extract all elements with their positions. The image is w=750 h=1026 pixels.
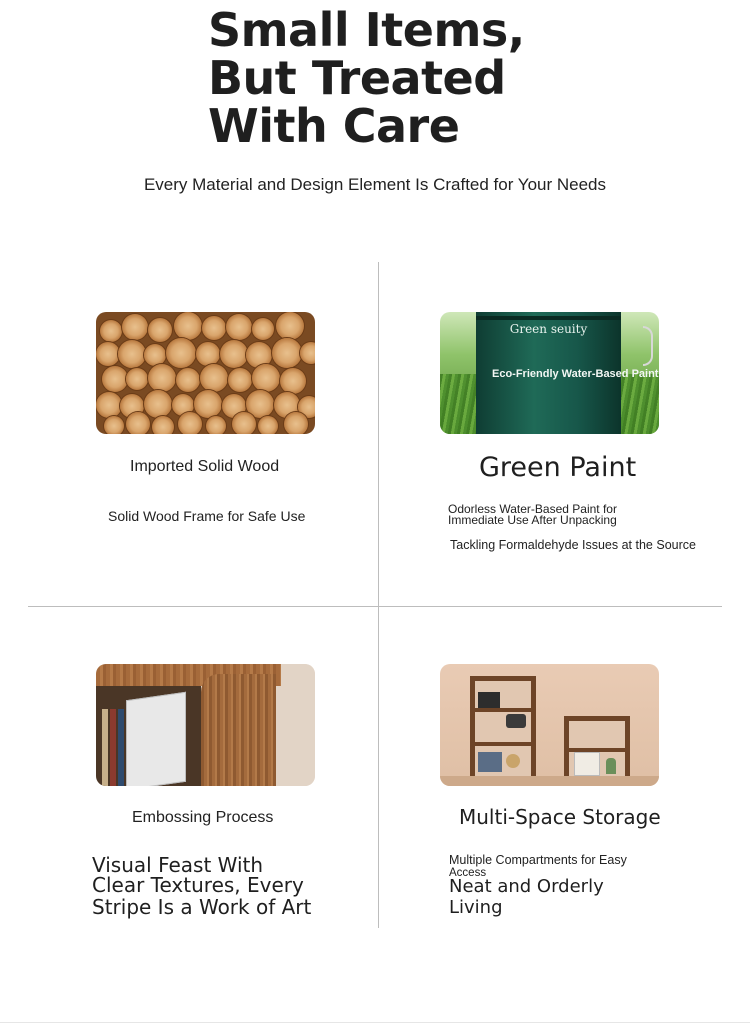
log-end bbox=[144, 390, 172, 418]
globe bbox=[506, 754, 520, 768]
storage-box bbox=[478, 752, 502, 772]
log-end bbox=[144, 344, 166, 366]
headline-line-2: But Treated bbox=[208, 51, 506, 105]
subtitle: Every Material and Design Element Is Crafted for Your Needs bbox=[143, 175, 607, 194]
log-end bbox=[152, 416, 174, 434]
log-end bbox=[104, 416, 124, 434]
books bbox=[574, 752, 600, 776]
wood-grain-shelf-image bbox=[96, 664, 315, 786]
metal-panel bbox=[126, 692, 186, 786]
bookcase-shelf bbox=[470, 708, 536, 712]
bookcase-room-image bbox=[440, 664, 659, 786]
bottom-divider bbox=[0, 1022, 750, 1023]
book bbox=[102, 709, 108, 786]
log-end bbox=[272, 338, 302, 368]
log-end bbox=[280, 368, 306, 394]
log-end bbox=[226, 314, 252, 340]
feature-2-title: Green Paint bbox=[479, 452, 637, 483]
log-end bbox=[300, 342, 315, 364]
paint-can-overlay-text: Eco-Friendly Water-Based Paint bbox=[492, 368, 659, 380]
log-end bbox=[176, 368, 200, 392]
feature-3-title: Embossing Process bbox=[132, 809, 274, 826]
log-end bbox=[118, 340, 146, 368]
log-end bbox=[284, 412, 308, 434]
log-end bbox=[252, 364, 280, 392]
log-end bbox=[100, 320, 122, 342]
log-end bbox=[102, 366, 128, 392]
log-end bbox=[148, 364, 176, 392]
log-end bbox=[276, 312, 304, 340]
paint-can-handle bbox=[643, 326, 653, 366]
shelf-side-panel bbox=[201, 674, 276, 786]
green-paint-can-image bbox=[440, 312, 659, 434]
clock bbox=[506, 714, 526, 728]
log-end bbox=[220, 340, 248, 368]
book bbox=[110, 709, 116, 786]
wall bbox=[275, 664, 315, 786]
log-end bbox=[232, 412, 256, 434]
log-end bbox=[122, 314, 148, 340]
log-end bbox=[166, 338, 196, 368]
feature-4-line-3: Neat and Orderly bbox=[449, 876, 604, 897]
log-end bbox=[178, 412, 202, 434]
log-end bbox=[258, 416, 278, 434]
paint-can-rim bbox=[476, 316, 621, 320]
feature-3-line-3: Stripe Is a Work of Art bbox=[92, 895, 312, 919]
paint-can-brand: Green seuity bbox=[509, 322, 588, 336]
log-end bbox=[126, 412, 150, 434]
headline-line-3: With Care bbox=[208, 99, 460, 153]
floor bbox=[440, 776, 659, 786]
headline-line-1: Small Items, bbox=[208, 3, 525, 57]
log-end bbox=[126, 368, 148, 390]
log-end bbox=[228, 368, 252, 392]
horizontal-divider bbox=[28, 606, 722, 607]
feature-2-line-3: Tackling Formaldehyde Issues at the Source bbox=[450, 538, 696, 552]
feature-2-line-2: Immediate Use After Unpacking bbox=[448, 513, 617, 527]
feature-3-line-1: Visual Feast With bbox=[92, 853, 264, 877]
book bbox=[118, 709, 124, 786]
log-end bbox=[96, 342, 120, 366]
feature-2-line-1: Odorless Water-Based Paint for bbox=[448, 502, 617, 516]
feature-3-line-2: Clear Textures, Every bbox=[92, 873, 304, 897]
log-end bbox=[200, 364, 228, 392]
log-end bbox=[196, 342, 220, 366]
feature-1-line-1: Solid Wood Frame for Safe Use bbox=[108, 508, 306, 524]
log-end bbox=[202, 316, 226, 340]
log-end bbox=[96, 392, 122, 418]
feature-4-line-2: Access bbox=[449, 867, 487, 879]
bookcase-shelf bbox=[470, 742, 536, 746]
feature-4-title: Multi-Space Storage bbox=[459, 805, 661, 829]
feature-1-title: Imported Solid Wood bbox=[130, 458, 280, 475]
stacked-logs-image bbox=[96, 312, 315, 434]
log-end bbox=[148, 318, 172, 342]
log-end bbox=[194, 390, 222, 418]
books bbox=[478, 692, 500, 708]
feature-4-line-4: Living bbox=[449, 897, 503, 918]
log-end bbox=[252, 318, 274, 340]
vertical-divider bbox=[378, 262, 379, 928]
plant bbox=[606, 758, 616, 774]
log-end bbox=[174, 312, 202, 340]
log-end bbox=[206, 416, 226, 434]
feature-4-line-1: Multiple Compartments for Easy bbox=[449, 853, 627, 867]
headline bbox=[208, 3, 628, 153]
